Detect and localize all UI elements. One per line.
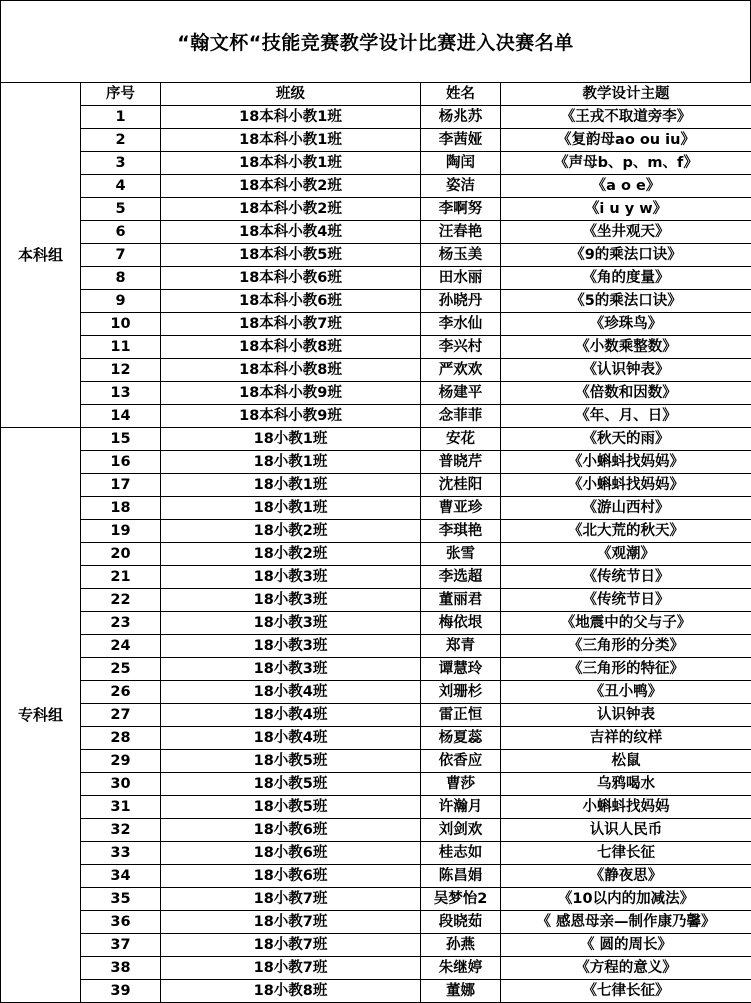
student-name: 许瀚月: [421, 796, 501, 819]
theme-cell: 吉祥的纹样: [501, 727, 751, 750]
table-row: [1, 750, 751, 773]
table-row: [1, 497, 751, 520]
student-name: 董娜: [421, 980, 501, 1003]
theme-cell: 《小数乘整数》: [501, 336, 751, 359]
theme-cell: 《认识钟表》: [501, 359, 751, 382]
row-number: 7: [81, 244, 161, 267]
table-row: [1, 612, 751, 635]
row-number: 6: [81, 221, 161, 244]
theme-cell: 认识人民币: [501, 819, 751, 842]
theme-cell: 《静夜思》: [501, 865, 751, 888]
class-cell: 18本科小教9班: [161, 405, 421, 428]
class-cell: 18小教1班: [161, 474, 421, 497]
table-row: [1, 336, 751, 359]
class-cell: 18小教4班: [161, 704, 421, 727]
table-row: [1, 934, 751, 957]
header-no: 序号: [81, 83, 161, 106]
row-number: 26: [81, 681, 161, 704]
student-name: 孙晓丹: [421, 290, 501, 313]
class-cell: 18本科小教1班: [161, 129, 421, 152]
table-row: [1, 382, 751, 405]
row-number: 28: [81, 727, 161, 750]
class-cell: 18小教7班: [161, 934, 421, 957]
theme-cell: 《5的乘法口诀》: [501, 290, 751, 313]
row-number: 32: [81, 819, 161, 842]
row-number: 29: [81, 750, 161, 773]
row-number: 25: [81, 658, 161, 681]
theme-cell: 《坐井观天》: [501, 221, 751, 244]
class-cell: 18本科小教9班: [161, 382, 421, 405]
table-row: [1, 704, 751, 727]
table-row: [1, 244, 751, 267]
student-name: 董丽君: [421, 589, 501, 612]
table-row: [1, 198, 751, 221]
table-row: [1, 842, 751, 865]
class-cell: 18小教1班: [161, 451, 421, 474]
row-number: 30: [81, 773, 161, 796]
student-name: 安花: [421, 428, 501, 451]
theme-cell: 《复韵母ao ou iu》: [501, 129, 751, 152]
table-row: [1, 796, 751, 819]
class-cell: 18小教2班: [161, 520, 421, 543]
table-row: [1, 129, 751, 152]
theme-cell: 乌鸦喝水: [501, 773, 751, 796]
row-number: 5: [81, 198, 161, 221]
row-number: 15: [81, 428, 161, 451]
class-cell: 18小教6班: [161, 865, 421, 888]
table-row: [1, 152, 751, 175]
theme-cell: 《 圆的周长》: [501, 934, 751, 957]
header-name: 姓名: [421, 83, 501, 106]
class-cell: 18本科小教2班: [161, 198, 421, 221]
table-row: [1, 267, 751, 290]
student-name: 李兴村: [421, 336, 501, 359]
theme-cell: 《年、月、日》: [501, 405, 751, 428]
student-name: 雷正恒: [421, 704, 501, 727]
student-name: 刘剑欢: [421, 819, 501, 842]
class-cell: 18小教5班: [161, 773, 421, 796]
theme-cell: 《地震中的父与子》: [501, 612, 751, 635]
student-name: 李水仙: [421, 313, 501, 336]
class-cell: 18本科小教6班: [161, 267, 421, 290]
student-name: 李选超: [421, 566, 501, 589]
row-number: 23: [81, 612, 161, 635]
row-number: 34: [81, 865, 161, 888]
class-cell: 18小教5班: [161, 796, 421, 819]
table-row: [1, 888, 751, 911]
student-name: 严欢欢: [421, 359, 501, 382]
theme-cell: 《倍数和因数》: [501, 382, 751, 405]
theme-cell: 《三角形的分类》: [501, 635, 751, 658]
table-row: [1, 290, 751, 313]
class-cell: 18小教5班: [161, 750, 421, 773]
table-row: [1, 658, 751, 681]
class-cell: 18小教1班: [161, 428, 421, 451]
table-row: [1, 106, 751, 129]
row-number: 20: [81, 543, 161, 566]
student-name: 姿洁: [421, 175, 501, 198]
student-name: 汪春艳: [421, 221, 501, 244]
theme-cell: 《七律长征》: [501, 980, 751, 1003]
table-row: [1, 819, 751, 842]
student-name: 念菲菲: [421, 405, 501, 428]
class-cell: 18小教7班: [161, 957, 421, 980]
theme-cell: 《a o e》: [501, 175, 751, 198]
table-row: [1, 681, 751, 704]
row-number: 9: [81, 290, 161, 313]
theme-cell: 《小蝌蚪找妈妈》: [501, 451, 751, 474]
class-cell: 18本科小教1班: [161, 106, 421, 129]
class-cell: 18本科小教6班: [161, 290, 421, 313]
row-number: 16: [81, 451, 161, 474]
header-class: 班级: [161, 83, 421, 106]
group-label: 本科组: [1, 83, 81, 428]
row-number: 14: [81, 405, 161, 428]
table-row: [1, 175, 751, 198]
row-number: 35: [81, 888, 161, 911]
table-row: [1, 359, 751, 382]
row-number: 1: [81, 106, 161, 129]
row-number: 12: [81, 359, 161, 382]
class-cell: 18小教4班: [161, 681, 421, 704]
row-number: 4: [81, 175, 161, 198]
student-name: 梅依垠: [421, 612, 501, 635]
theme-cell: 《秋天的雨》: [501, 428, 751, 451]
class-cell: 18本科小教8班: [161, 336, 421, 359]
row-number: 27: [81, 704, 161, 727]
header-row: [1, 83, 751, 106]
theme-cell: 《丑小鸭》: [501, 681, 751, 704]
student-name: 桂志如: [421, 842, 501, 865]
class-cell: 18小教6班: [161, 842, 421, 865]
finalist-table: [0, 82, 751, 1003]
class-cell: 18小教3班: [161, 612, 421, 635]
group-label: 专科组: [1, 428, 81, 1003]
page-title: “翰文杯“技能竞赛教学设计比赛进入决赛名单: [0, 0, 751, 82]
theme-cell: 《传统节日》: [501, 589, 751, 612]
row-number: 24: [81, 635, 161, 658]
row-number: 11: [81, 336, 161, 359]
class-cell: 18小教6班: [161, 819, 421, 842]
table-row: [1, 543, 751, 566]
class-cell: 18小教2班: [161, 543, 421, 566]
student-name: 杨建平: [421, 382, 501, 405]
theme-cell: 《i u y w》: [501, 198, 751, 221]
table-row: [1, 980, 751, 1003]
theme-cell: 《观潮》: [501, 543, 751, 566]
student-name: 曹亚珍: [421, 497, 501, 520]
table-row: [1, 520, 751, 543]
theme-cell: 《传统节日》: [501, 566, 751, 589]
theme-cell: 小蝌蚪找妈妈: [501, 796, 751, 819]
student-name: 杨兆苏: [421, 106, 501, 129]
theme-cell: 《珍珠鸟》: [501, 313, 751, 336]
table-row: [1, 635, 751, 658]
student-name: 李茜娅: [421, 129, 501, 152]
theme-cell: 《北大荒的秋天》: [501, 520, 751, 543]
theme-cell: 七律长征: [501, 842, 751, 865]
table-row: [1, 911, 751, 934]
student-name: 陶闰: [421, 152, 501, 175]
theme-cell: 《10以内的加减法》: [501, 888, 751, 911]
table-row: [1, 313, 751, 336]
theme-cell: 《声母b、p、m、f》: [501, 152, 751, 175]
theme-cell: 《角的度量》: [501, 267, 751, 290]
table-row: [1, 566, 751, 589]
class-cell: 18本科小教4班: [161, 221, 421, 244]
class-cell: 18本科小教7班: [161, 313, 421, 336]
table-row: [1, 773, 751, 796]
class-cell: 18本科小教2班: [161, 175, 421, 198]
row-number: 21: [81, 566, 161, 589]
row-number: 22: [81, 589, 161, 612]
student-name: 孙燕: [421, 934, 501, 957]
class-cell: 18小教1班: [161, 497, 421, 520]
class-cell: 18小教7班: [161, 911, 421, 934]
table-row: [1, 451, 751, 474]
row-number: 3: [81, 152, 161, 175]
student-name: 沈桂阳: [421, 474, 501, 497]
row-number: 8: [81, 267, 161, 290]
header-theme: 教学设计主题: [501, 83, 751, 106]
table-row: [1, 727, 751, 750]
student-name: 李啊努: [421, 198, 501, 221]
theme-cell: 《游山西村》: [501, 497, 751, 520]
row-number: 36: [81, 911, 161, 934]
theme-cell: 《9的乘法口诀》: [501, 244, 751, 267]
student-name: 李琪艳: [421, 520, 501, 543]
class-cell: 18小教8班: [161, 980, 421, 1003]
class-cell: 18小教4班: [161, 727, 421, 750]
student-name: 朱继婷: [421, 957, 501, 980]
table-row: [1, 428, 751, 451]
theme-cell: 《小蝌蚪找妈妈》: [501, 474, 751, 497]
class-cell: 18本科小教1班: [161, 152, 421, 175]
theme-cell: 《王戎不取道旁李》: [501, 106, 751, 129]
row-number: 31: [81, 796, 161, 819]
student-name: 杨夏蕊: [421, 727, 501, 750]
class-cell: 18小教3班: [161, 566, 421, 589]
student-name: 陈昌娟: [421, 865, 501, 888]
student-name: 普晓芹: [421, 451, 501, 474]
row-number: 10: [81, 313, 161, 336]
table-row: [1, 405, 751, 428]
student-name: 谭慧玲: [421, 658, 501, 681]
row-number: 38: [81, 957, 161, 980]
table-row: [1, 474, 751, 497]
row-number: 39: [81, 980, 161, 1003]
class-cell: 18小教3班: [161, 589, 421, 612]
row-number: 17: [81, 474, 161, 497]
student-name: 田水丽: [421, 267, 501, 290]
theme-cell: 《方程的意义》: [501, 957, 751, 980]
table-row: [1, 221, 751, 244]
class-cell: 18本科小教8班: [161, 359, 421, 382]
table-row: [1, 865, 751, 888]
row-number: 37: [81, 934, 161, 957]
table-row: [1, 589, 751, 612]
student-name: 依香应: [421, 750, 501, 773]
student-name: 吴梦怡2: [421, 888, 501, 911]
class-cell: 18本科小教5班: [161, 244, 421, 267]
row-number: 18: [81, 497, 161, 520]
student-name: 杨玉美: [421, 244, 501, 267]
row-number: 13: [81, 382, 161, 405]
class-cell: 18小教7班: [161, 888, 421, 911]
theme-cell: 松鼠: [501, 750, 751, 773]
row-number: 2: [81, 129, 161, 152]
student-name: 张雪: [421, 543, 501, 566]
theme-cell: 认识钟表: [501, 704, 751, 727]
class-cell: 18小教3班: [161, 635, 421, 658]
student-name: 刘珊杉: [421, 681, 501, 704]
student-name: 郑青: [421, 635, 501, 658]
theme-cell: 《 感恩母亲—制作康乃馨》: [501, 911, 751, 934]
class-cell: 18小教3班: [161, 658, 421, 681]
row-number: 33: [81, 842, 161, 865]
table-row: [1, 957, 751, 980]
theme-cell: 《三角形的特征》: [501, 658, 751, 681]
row-number: 19: [81, 520, 161, 543]
student-name: 曹莎: [421, 773, 501, 796]
student-name: 段晓茹: [421, 911, 501, 934]
